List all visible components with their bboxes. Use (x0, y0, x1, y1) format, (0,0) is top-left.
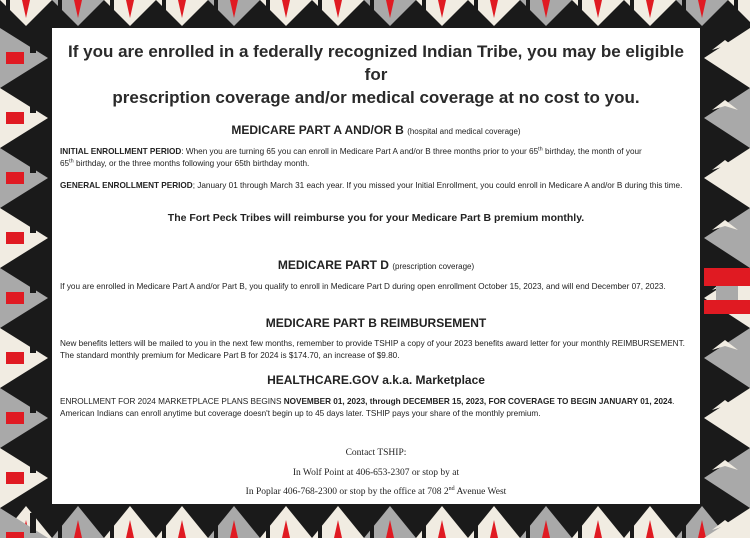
border-stripe (162, 512, 166, 538)
reimburse-notice: The Fort Peck Tribes will reimburse you for your Medicare Part B premium monthly. (167, 212, 585, 224)
border-motif-accent (6, 232, 24, 244)
border-stripe (30, 153, 36, 173)
healthcare-title: HEALTHCARE.GOV a.k.a. Marketplace (267, 373, 485, 387)
border-stripe (318, 512, 322, 538)
border-motif-accent (6, 532, 24, 538)
headline (62, 40, 690, 109)
border-stripe (30, 273, 36, 293)
border-stripe (110, 512, 114, 538)
part-d-note: (prescription coverage) (392, 262, 475, 271)
part-d-heading: MEDICARE PART D (277, 258, 389, 272)
initial-enrollment-text (60, 146, 690, 169)
border-stripe (370, 512, 374, 538)
border-stripe (578, 0, 582, 22)
initial-text-c: birthday, or the three months following your 65th birthday month. (73, 158, 310, 168)
border-stripe (214, 512, 218, 538)
general-text: ; January 01 through March 31 each year. If you missed your Initial Enrollment, you could enroll in Medicare A and/or B during this time. (192, 181, 683, 190)
part-d-title (52, 258, 700, 272)
border-stripe (474, 0, 478, 22)
border-stripe (370, 0, 374, 22)
part-ab-note: (hospital and medical coverage) (407, 127, 521, 136)
part-b-reimb-text: New benefits letters will be mailed to you in the next few months, remember to provide TSHIP a copy of your 2023 benefits award letter for your monthly REIMBURSEMENT. The standard monthly premium for Medicare Part B for 2024 is $174.70, an increase of $9.80. (60, 339, 685, 360)
initial-sup-1: th (538, 146, 543, 153)
healthcare-text-b: . American Indians can enroll anytime but coverage doesn't begin up to 45 days later. TSHIP pays your share of the monthly premium. (60, 397, 675, 418)
border-stripe (58, 0, 62, 22)
contact-poplar-a: In Poplar 406-768-2300 or stop by the office at 708 2 (245, 487, 449, 497)
border-stripe (30, 33, 36, 53)
contact-poplar (52, 487, 700, 497)
border-motif (716, 286, 738, 300)
border-stripe (214, 0, 218, 22)
border-stripe (578, 512, 582, 538)
border-motif-accent (6, 472, 24, 484)
border-stripe (266, 512, 270, 538)
headline-line-1: If you are enrolled in a federally recognized Indian Tribe, you may be eligible for (68, 42, 684, 84)
border-stripe (30, 453, 36, 473)
contact-poplar-b: Avenue West (454, 487, 507, 497)
headline-line-2: prescription coverage and/or medical coverage at no cost to you. (112, 88, 640, 107)
general-enrollment-label: GENERAL ENROLLMENT PERIOD (60, 181, 193, 190)
border-stripe (30, 93, 36, 113)
border-stripe (734, 0, 738, 22)
border-stripe (162, 0, 166, 22)
border-motif-accent (6, 292, 24, 304)
border-stripe (630, 0, 634, 22)
border-stripe (422, 0, 426, 22)
border-motif-accent (6, 412, 24, 424)
border-stripe (526, 512, 530, 538)
border-stripe (30, 213, 36, 233)
initial-text-b: birthday, the month of your (542, 147, 642, 156)
healthcare-text-a: ENROLLMENT FOR 2024 MARKETPLACE PLANS BEGINS (60, 397, 284, 406)
border-stripe (6, 0, 10, 22)
border-motif-accent (6, 352, 24, 364)
border-stripe (30, 333, 36, 353)
border-stripe (266, 0, 270, 22)
border-motif-accent (704, 268, 750, 286)
initial-text-65: 65 (60, 158, 70, 168)
border-motif-accent (6, 52, 24, 64)
part-ab-heading: MEDICARE PART A AND/OR B (231, 123, 404, 137)
border-stripe (630, 512, 634, 538)
border-stripe (30, 393, 36, 413)
part-d-text: If you are enrolled in Medicare Part A and/or Part B, you qualify to enroll in Medicare Part D during open enrollment October 15, 2023, and will end December 07, 2023. (60, 282, 666, 291)
contact-poplar-sup: nd (448, 485, 455, 492)
border-stripe (58, 512, 62, 538)
contact-wolf-point: In Wolf Point at 406-653-2307 or stop by at (292, 468, 460, 478)
border-motif-accent (704, 300, 750, 314)
border-motif-accent (6, 112, 24, 124)
initial-sup-2: th (69, 157, 74, 164)
healthcare-text-bold: NOVEMBER 01, 2023, through DECEMBER 15, 2023, FOR COVERAGE TO BEGIN JANUARY 01, 2024 (283, 397, 673, 406)
border-stripe (422, 512, 426, 538)
border-stripe (318, 0, 322, 22)
flyer-panel (52, 28, 700, 504)
initial-text-a: : When you are turning 65 you can enroll in Medicare Part A and/or B three months prior to your 65 (181, 147, 539, 156)
border-stripe (682, 0, 686, 22)
part-b-reimb-title: MEDICARE PART B REIMBURSEMENT (265, 316, 487, 330)
border-stripe (682, 512, 686, 538)
part-ab-title (52, 123, 700, 137)
border-motif-accent (6, 172, 24, 184)
healthcare-text (60, 396, 690, 419)
general-enrollment-text (60, 180, 690, 192)
border-stripe (474, 512, 478, 538)
initial-enrollment-label: INITIAL ENROLLMENT PERIOD (60, 147, 182, 156)
border-stripe (110, 0, 114, 22)
border-stripe (30, 513, 36, 533)
contact-heading: Contact TSHIP: (345, 448, 407, 458)
border-stripe (526, 0, 530, 22)
